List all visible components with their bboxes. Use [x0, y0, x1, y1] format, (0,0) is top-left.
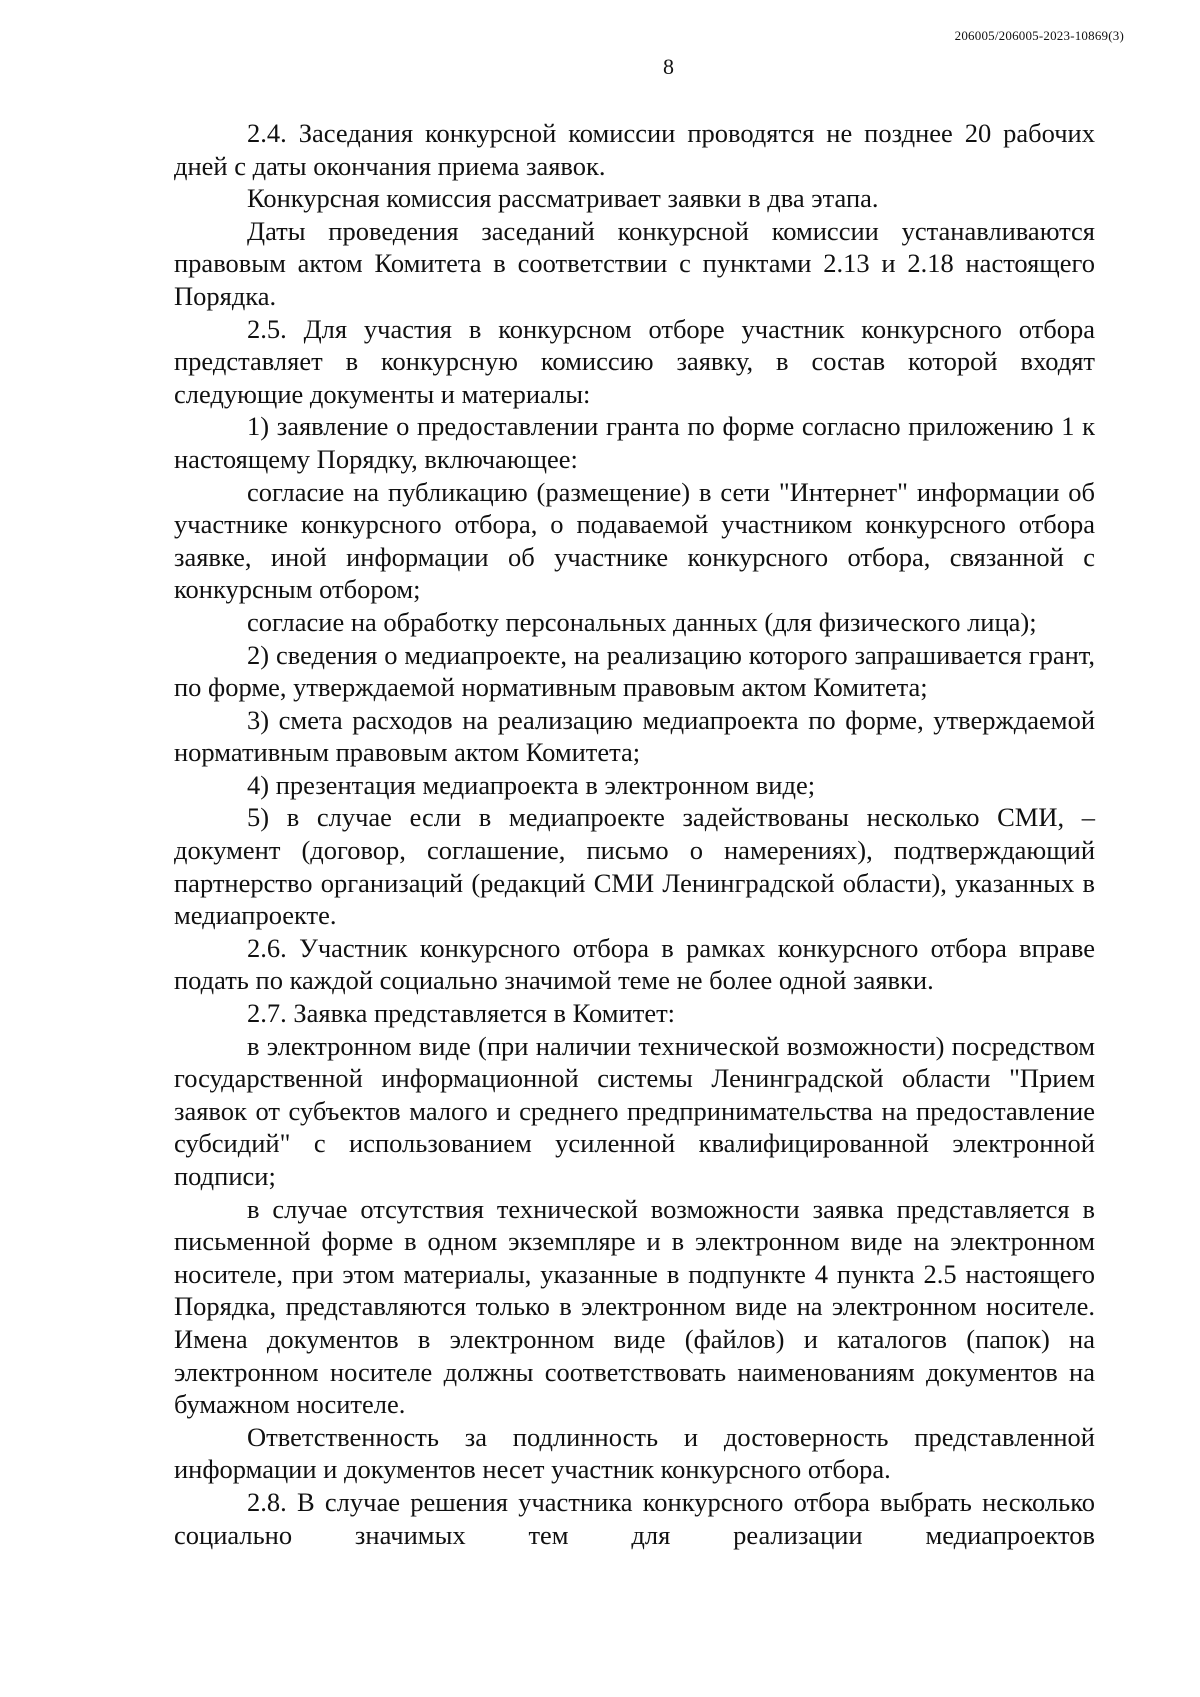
- list-item-2: 2) сведения о медиапроекте, на реализацию которого запрашивается грант, по форме, утверждаемой нормативным правовым актом Комитета;: [174, 639, 1095, 703]
- paragraph-2-7: 2.7. Заявка представляется в Комитет:: [247, 998, 676, 1029]
- list-item-4: 4) презентация медиапроекта в электронном виде;: [247, 769, 816, 800]
- list-item-1: 1) заявление о предоставлении гранта по форме согласно приложению 1 к настоящему Порядку, включающее:: [174, 411, 1095, 474]
- list-item-5: 5) в случае если в медиапроекте задействованы несколько СМИ, – документ (договор, соглашение, письмо о намерениях), подтверждающий партнерство организаций (редакций СМИ Ленинградской области), указанных в медиапроекте.: [174, 802, 1095, 931]
- paragraph-2-6: 2.6. Участник конкурсного отбора в рамках конкурсного отбора вправе подать по каждой социально значимой теме не более одной заявки.: [174, 932, 1095, 996]
- paragraph-responsibility: Ответственность за подлинность и достоверность представленной информации и документов несет участник конкурсного отбора.: [174, 1421, 1095, 1485]
- document-id: 206005/206005-2023-10869(3): [954, 28, 1124, 43]
- list-item-consent-personal-data: согласие на обработку персональных данных (для физического лица);: [247, 606, 1037, 637]
- paragraph-electronic-submission: в электронном виде (при наличии технической возможности) посредством государственной информационной системы Ленинградской области "Прием заявок от субъектов малого и среднего предпринимательства на предоставление субсидий" с использованием усиленной квалифицированной электронной подписи;: [174, 1030, 1095, 1191]
- list-item-consent-publication: согласие на публикацию (размещение) в сети "Интернет" информации об участнике конкурсного отбора, о подаваемой участником конкурсного отбора заявке, иной информации об участнике конкурсного отбора, связанной с конкурсным отбором;: [174, 476, 1095, 605]
- paragraph-meeting-dates: Даты проведения заседаний конкурсной комиссии устанавливаются правовым актом Комитета в соответствии с пунктами 2.13 и 2.18 настоящего Порядка.: [174, 215, 1095, 311]
- paragraph-2-4: 2.4. Заседания конкурсной комиссии проводятся не позднее 20 рабочих дней с даты окончания приема заявок.: [174, 118, 1095, 181]
- document-body: [174, 117, 1095, 1551]
- paragraph-2-5: 2.5. Для участия в конкурсном отборе участник конкурсного отбора представляет в конкурсную комиссию заявку, в состав которой входят следующие документы и материалы:: [174, 313, 1095, 409]
- paragraph-paper-submission: в случае отсутствия технической возможности заявка представляется в письменной форме в одном экземпляре и в электронном виде на электронном носителе, при этом материалы, указанные в подпункте 4 пункта 2.5 настоящего Порядка, представляются только в электронном виде на электронном носителе. Имена документов в электронном виде (файлов) и каталогов (папок) на электронном носителе должны соответствовать наименованиям документов на бумажном носителе.: [174, 1193, 1095, 1420]
- page-number: 8: [663, 54, 674, 79]
- list-item-3: 3) смета расходов на реализацию медиапроекта по форме, утверждаемой нормативным правовым актом Комитета;: [174, 704, 1095, 768]
- paragraph-2-8: 2.8. В случае решения участника конкурсного отбора выбрать несколько социально значимых тем для реализации медиапроектов: [174, 1486, 1095, 1550]
- paragraph-commission-stages: Конкурсная комиссия рассматривает заявки в два этапа.: [247, 183, 879, 214]
